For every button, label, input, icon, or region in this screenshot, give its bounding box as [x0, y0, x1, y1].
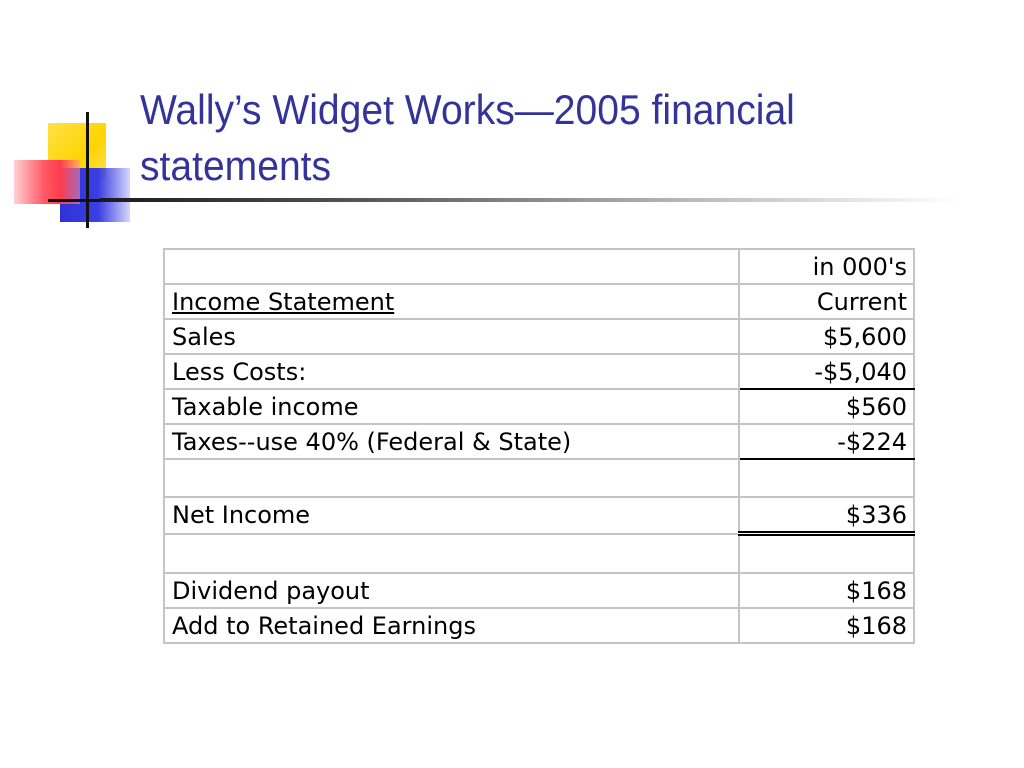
logo-vertical-line	[86, 112, 89, 228]
row-value: $560	[739, 389, 914, 424]
row-label: Taxable income	[164, 389, 739, 424]
table-row	[164, 284, 914, 319]
table-row-blank	[164, 534, 914, 574]
column-heading-current: Current	[739, 284, 914, 319]
row-label: Net Income	[164, 497, 739, 534]
row-value: -$224	[739, 424, 914, 459]
slide-title-line-2: statements	[140, 142, 332, 189]
row-label: Taxes--use 40% (Federal & State)	[164, 424, 739, 459]
table-row	[164, 573, 914, 608]
slide-title-line-1: Wally’s Widget Works—2005 financial	[140, 86, 795, 133]
row-value: $168	[739, 608, 914, 643]
row-value: $336	[739, 497, 914, 534]
row-label: Sales	[164, 319, 739, 354]
table-row	[164, 497, 914, 534]
slide-logo-decoration	[0, 0, 160, 240]
red-square-decoration	[14, 160, 80, 204]
slide-title	[140, 82, 940, 194]
table-row	[164, 608, 914, 643]
row-value	[739, 459, 914, 497]
table-row	[164, 354, 914, 389]
row-label: Add to Retained Earnings	[164, 608, 739, 643]
row-value: $168	[739, 573, 914, 608]
row-label: Less Costs:	[164, 354, 739, 389]
unit-note: in 000's	[739, 249, 914, 284]
row-label	[164, 284, 739, 319]
table-row	[164, 249, 914, 284]
table-cell-empty	[164, 249, 739, 284]
table-row	[164, 389, 914, 424]
row-label	[164, 534, 739, 574]
row-value: $5,600	[739, 319, 914, 354]
income-statement-table	[163, 248, 915, 644]
income-statement-heading: Income Statement	[172, 287, 395, 316]
row-value	[739, 534, 914, 574]
table-row-blank	[164, 459, 914, 497]
table-row	[164, 319, 914, 354]
row-value: -$5,040	[739, 354, 914, 389]
row-label	[164, 459, 739, 497]
table-row	[164, 424, 914, 459]
row-label: Dividend payout	[164, 573, 739, 608]
title-underline-rule	[100, 198, 960, 202]
